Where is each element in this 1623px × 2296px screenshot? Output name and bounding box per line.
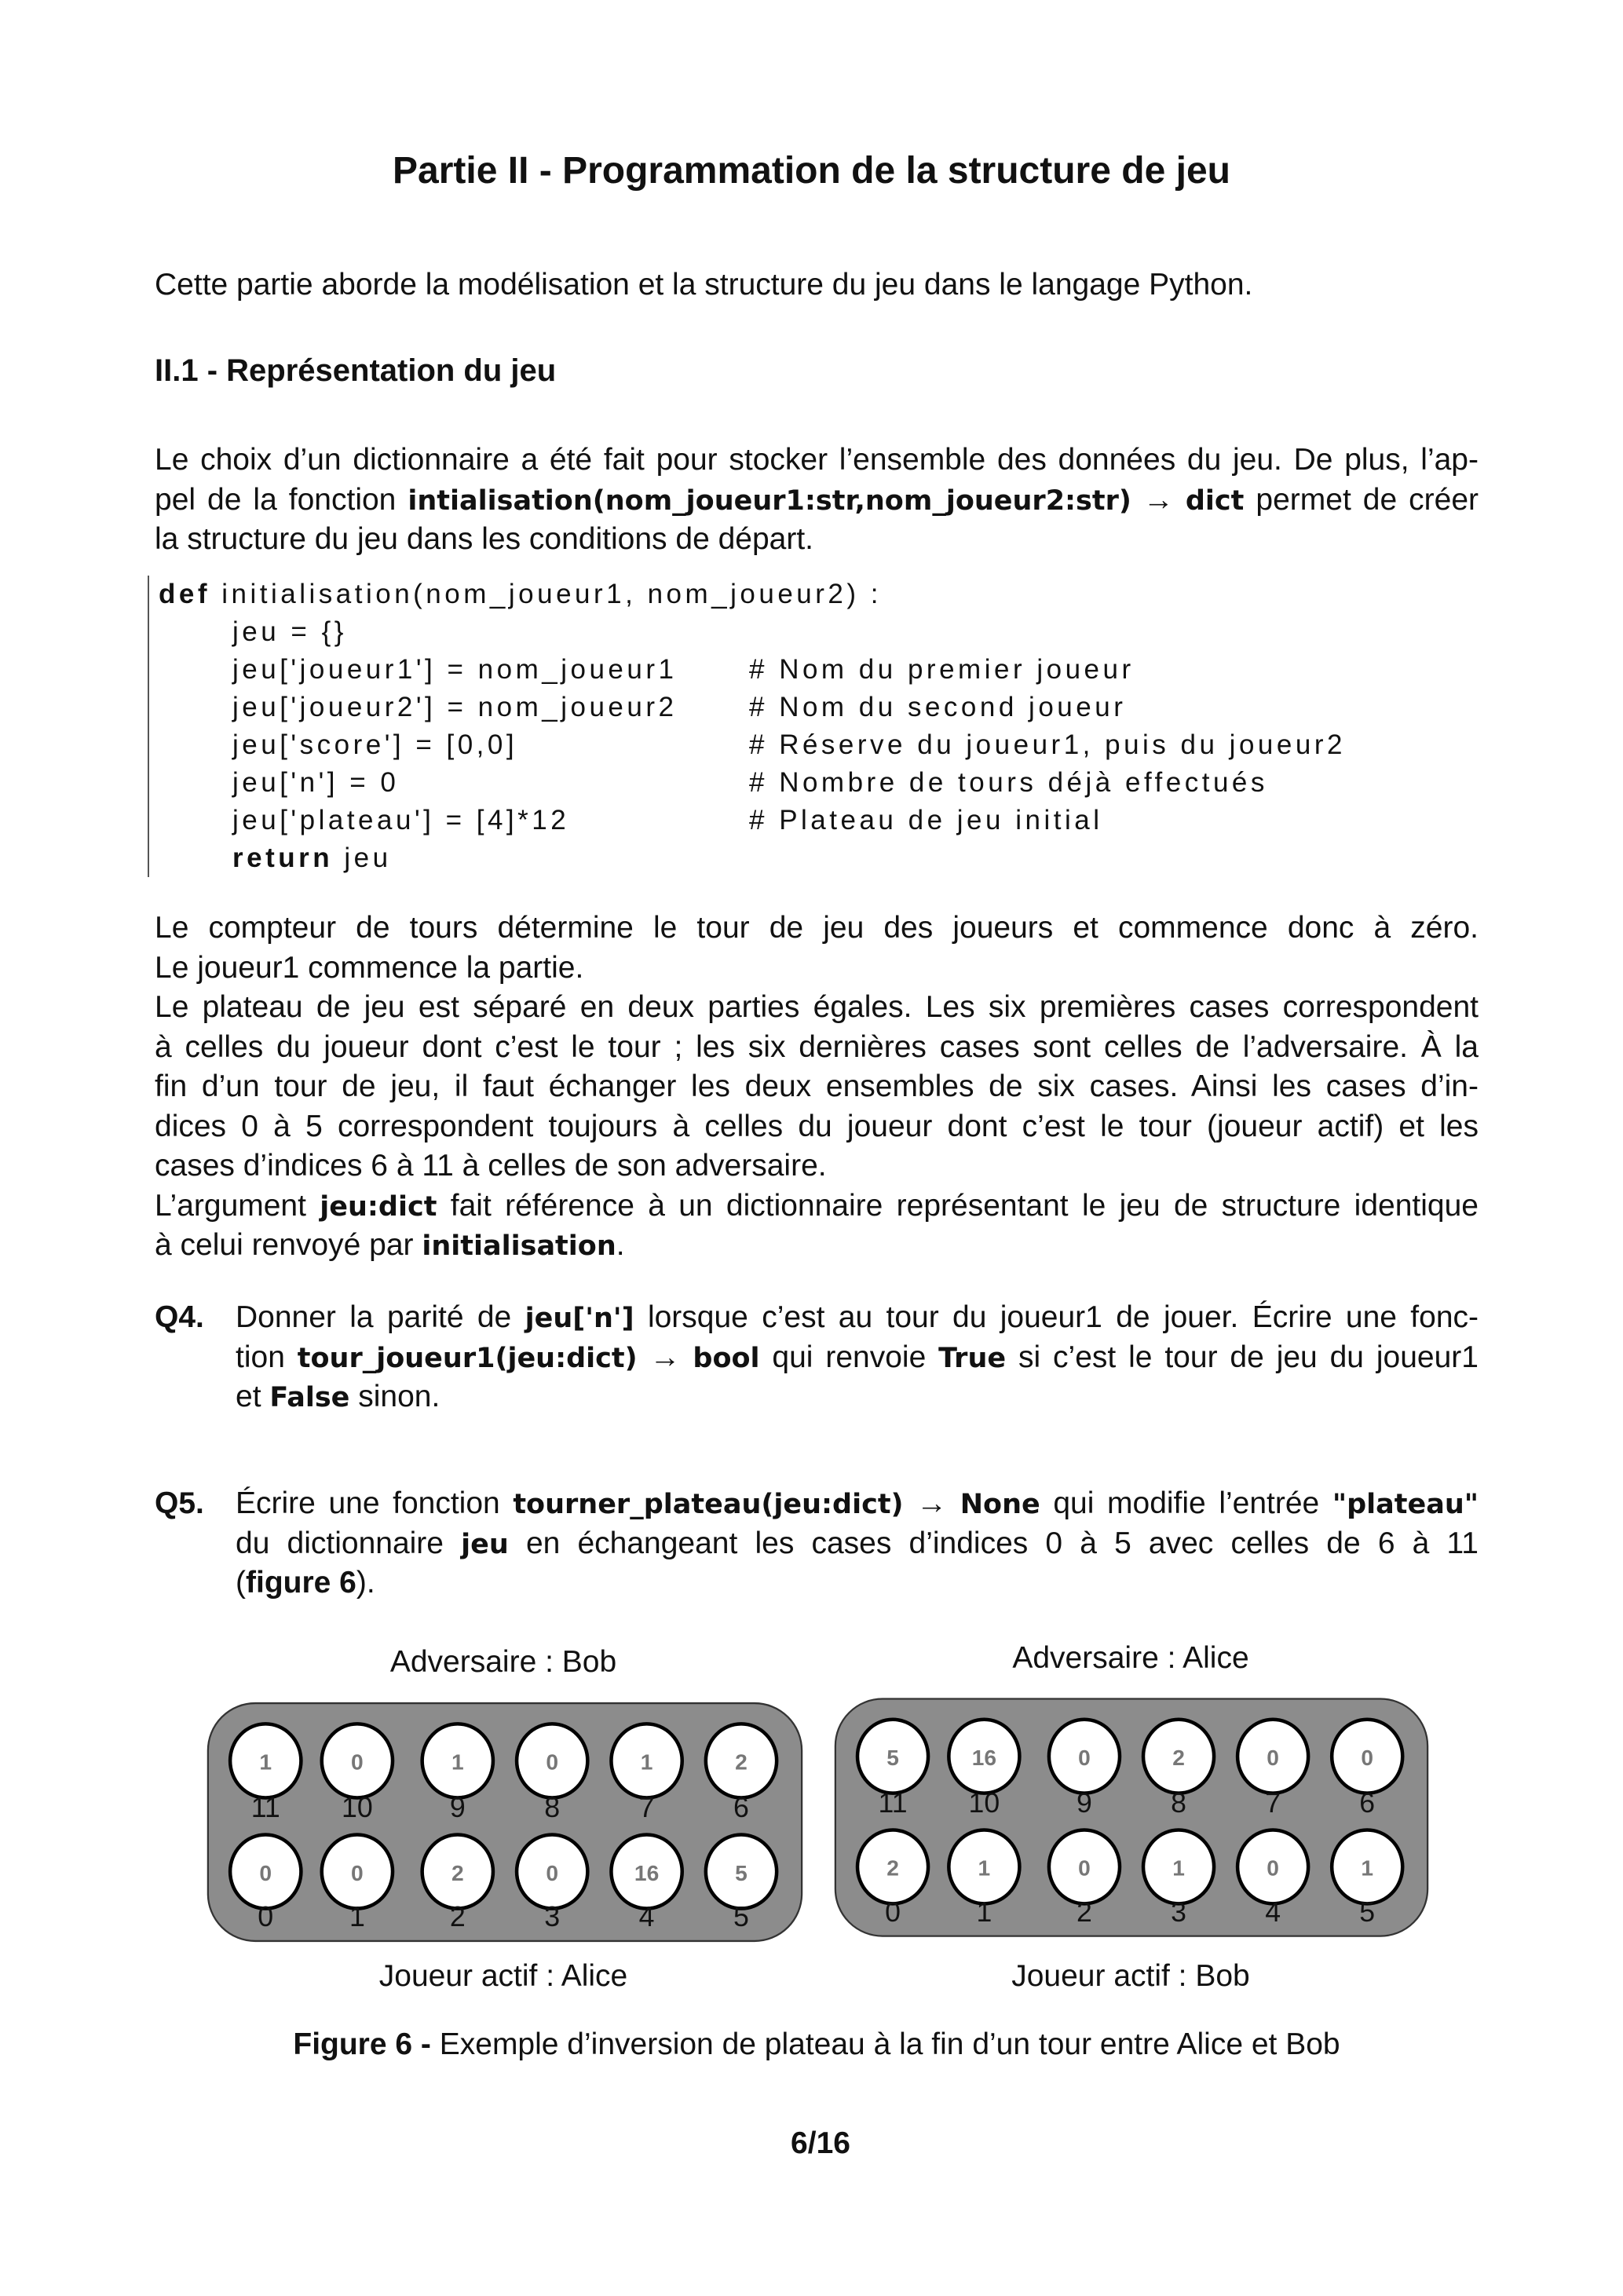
pit-seed-count: 1 bbox=[640, 1749, 653, 1775]
text-line bbox=[236, 1563, 1479, 1603]
pit-index: 8 bbox=[544, 1791, 561, 1823]
inline-code: None bbox=[960, 1489, 1040, 1520]
text-line bbox=[155, 949, 1479, 989]
text-line bbox=[236, 1298, 1479, 1338]
pit-index: 6 bbox=[733, 1791, 749, 1823]
text-segment: → bbox=[637, 1340, 693, 1374]
text-segment: la structure du jeu dans les conditions de départ. bbox=[155, 522, 814, 556]
inline-code: "plateau" bbox=[1332, 1489, 1479, 1520]
board1-top-label: Adversaire : Bob bbox=[389, 1645, 617, 1679]
pit-index: 2 bbox=[449, 1901, 466, 1933]
pit-index: 0 bbox=[885, 1896, 901, 1928]
code-comment: # Nom du second joueur bbox=[749, 692, 1127, 722]
pit-seed-count: 0 bbox=[1267, 1745, 1279, 1770]
pit-seed-count: 0 bbox=[546, 1859, 559, 1885]
text-line bbox=[155, 1186, 1479, 1227]
text-line bbox=[155, 1146, 1479, 1186]
code-keyword: def bbox=[159, 579, 210, 609]
text-line bbox=[155, 441, 1479, 481]
text-segment: à celui renvoyé par bbox=[155, 1228, 422, 1262]
text-segment: → bbox=[903, 1486, 960, 1520]
text-segment: et bbox=[236, 1380, 270, 1413]
text-line bbox=[155, 520, 1479, 560]
pit-seed-count: 0 bbox=[1267, 1855, 1279, 1881]
text-line bbox=[155, 988, 1479, 1028]
text-segment: sinon. bbox=[349, 1380, 440, 1413]
board2-bottom-label: Joueur actif : Bob bbox=[1011, 1959, 1250, 1993]
text-line bbox=[155, 1226, 1479, 1266]
code-keyword: return bbox=[232, 843, 334, 873]
text-segment: Le joueur1 commence la partie. bbox=[155, 950, 584, 985]
caption-label: Figure 6 - bbox=[293, 2027, 431, 2061]
pit-seed-count: 16 bbox=[634, 1859, 660, 1885]
text-segment: → bbox=[1131, 482, 1186, 517]
pit-index: 3 bbox=[544, 1901, 561, 1933]
text-segment: Le choix d’un dictionnaire a été fait pour stocker l’ensemble des données du jeu. De plus, l’ap- bbox=[155, 443, 1479, 477]
text-segment: L’argument bbox=[155, 1188, 320, 1223]
pit-seed-count: 1 bbox=[259, 1749, 272, 1775]
text-line bbox=[236, 1338, 1479, 1378]
inline-code: tour_joueur1(jeu:dict) bbox=[297, 1342, 638, 1374]
inline-code: jeu['n'] bbox=[525, 1303, 634, 1334]
text-segment: Le plateau de jeu est séparé en deux parties égales. Les six premières cases correspondent bbox=[155, 990, 1479, 1024]
inline-code: dict bbox=[1185, 484, 1245, 517]
board-alice-active bbox=[207, 1702, 803, 1943]
pit-seed-count: 2 bbox=[735, 1749, 748, 1775]
text-segment: en échangeant les cases d’indices 0 à 5 avec celles de 6 à 11 bbox=[508, 1526, 1479, 1560]
board-bob-active bbox=[834, 1697, 1429, 1940]
q4-label: Q4. bbox=[155, 1300, 204, 1334]
pit-seed-count: 1 bbox=[451, 1749, 464, 1775]
section-heading: II.1 - Représentation du jeu bbox=[155, 353, 557, 388]
pit-seed-count: 0 bbox=[351, 1749, 364, 1775]
text-segment: . bbox=[616, 1228, 625, 1262]
page-number: 6/16 bbox=[791, 2126, 850, 2160]
code-line bbox=[159, 764, 1268, 802]
text-line bbox=[236, 1524, 1479, 1564]
code-line bbox=[159, 613, 882, 651]
pit-seed-count: 0 bbox=[546, 1749, 559, 1775]
code-line bbox=[159, 802, 1103, 839]
text-segment: dices 0 à 5 correspondent toujours à celles du joueur dont c’est le tour (joueur actif) et les bbox=[155, 1109, 1479, 1143]
pit-seed-count: 0 bbox=[1078, 1855, 1091, 1881]
text-segment: fin d’un tour de jeu, il faut échanger les deux ensembles de six cases. Ainsi les cases d’in- bbox=[155, 1069, 1479, 1103]
text-segment: si c’est le tour de jeu du joueur1 bbox=[1006, 1340, 1479, 1374]
pit-seed-count: 5 bbox=[886, 1745, 899, 1770]
inline-code: jeu:dict bbox=[320, 1190, 437, 1223]
caption-text: Exemple d’inversion de plateau à la fin d’un tour entre Alice et Bob bbox=[430, 2027, 1340, 2061]
pit-index: 3 bbox=[1171, 1896, 1186, 1928]
pit-index: 10 bbox=[342, 1791, 373, 1823]
pit-index: 11 bbox=[250, 1791, 280, 1823]
code-comment: # Plateau de jeu initial bbox=[749, 805, 1103, 835]
text-line bbox=[155, 909, 1479, 949]
pit-seed-count: 2 bbox=[1172, 1745, 1185, 1770]
code-text: jeu['joueur2'] = nom_joueur2 bbox=[232, 692, 678, 722]
text-segment: cases d’indices 6 à 11 à celles de son adversaire. bbox=[155, 1149, 827, 1183]
text-line bbox=[155, 1067, 1479, 1107]
code-text: jeu bbox=[333, 843, 392, 873]
pit-seed-count: 2 bbox=[451, 1859, 464, 1885]
text-segment: pel de la fonction bbox=[155, 482, 408, 517]
code-comment: # Nom du premier joueur bbox=[749, 654, 1135, 685]
text-segment: lorsque c’est au tour du joueur1 de jouer. Écrire une fonc- bbox=[634, 1300, 1479, 1334]
question-q4 bbox=[236, 1298, 1479, 1417]
text-segment: permet de créer bbox=[1244, 482, 1479, 517]
inline-code: False bbox=[269, 1382, 350, 1413]
code-line bbox=[159, 576, 882, 613]
code-text: jeu['joueur1'] = nom_joueur1 bbox=[232, 654, 678, 685]
text-line bbox=[155, 481, 1479, 521]
text-segment: ( bbox=[236, 1566, 246, 1600]
text-segment: qui renvoie bbox=[759, 1340, 939, 1374]
board1-bottom-label: Joueur actif : Alice bbox=[378, 1959, 628, 1993]
code-block bbox=[148, 576, 1346, 877]
text-segment: Écrire une fonction bbox=[236, 1486, 514, 1520]
pit-seed-count: 0 bbox=[1078, 1745, 1091, 1770]
code-text: initialisation(nom_joueur1, nom_joueur2) : bbox=[210, 579, 882, 609]
pit-index: 9 bbox=[449, 1791, 466, 1823]
pit-seed-count: 0 bbox=[259, 1859, 272, 1885]
pit-seed-count: 0 bbox=[1361, 1745, 1374, 1770]
text-segment: du dictionnaire bbox=[236, 1526, 462, 1560]
question-q4-label bbox=[155, 1298, 204, 1338]
text-line bbox=[155, 1107, 1479, 1147]
code-line bbox=[159, 726, 1346, 764]
pit-index: 7 bbox=[1265, 1786, 1281, 1819]
inline-code: True bbox=[938, 1342, 1007, 1374]
pit-index: 8 bbox=[1171, 1786, 1186, 1819]
intro-text: Cette partie aborde la modélisation et la structure du jeu dans le langage Python. bbox=[155, 268, 1253, 302]
code-text: jeu['plateau'] = [4]*12 bbox=[232, 805, 570, 835]
paragraph-intro bbox=[155, 441, 1479, 560]
pit-index: 2 bbox=[1077, 1896, 1092, 1928]
pit-index: 6 bbox=[1359, 1786, 1376, 1819]
inline-code: initialisation bbox=[422, 1230, 616, 1262]
text-segment: tion bbox=[236, 1340, 298, 1374]
inline-code: bool bbox=[693, 1342, 760, 1374]
pit-index: 7 bbox=[638, 1791, 655, 1823]
pit-seed-count: 1 bbox=[1172, 1855, 1185, 1881]
pit-seed-count: 2 bbox=[886, 1855, 899, 1881]
pit-seed-count: 5 bbox=[735, 1859, 748, 1885]
text-segment: qui modifie l’entrée bbox=[1040, 1486, 1332, 1520]
code-comment: # Nombre de tours déjà effectués bbox=[749, 767, 1268, 798]
text-line bbox=[155, 1028, 1479, 1068]
code-line bbox=[159, 839, 882, 877]
pit-seed-count: 16 bbox=[971, 1745, 997, 1770]
code-comment: # Réserve du joueur1, puis du joueur2 bbox=[749, 729, 1346, 760]
pit-index: 11 bbox=[878, 1786, 908, 1819]
pit-index: 5 bbox=[1359, 1896, 1376, 1928]
text-segment: ). bbox=[356, 1566, 375, 1600]
pit-seed-count: 0 bbox=[351, 1859, 364, 1885]
pit-index: 5 bbox=[733, 1901, 749, 1933]
question-q5-label bbox=[155, 1484, 204, 1524]
pit-index: 10 bbox=[968, 1786, 1000, 1819]
page-title: Partie II - Programmation de la structure de jeu bbox=[393, 150, 1230, 192]
paragraph-rules bbox=[155, 909, 1479, 1266]
pit-index: 1 bbox=[976, 1896, 992, 1928]
text-line bbox=[236, 1377, 1479, 1417]
pit-seed-count: 1 bbox=[978, 1855, 991, 1881]
inline-code: intialisation(nom_joueur1:str,nom_joueur2:str) bbox=[408, 484, 1131, 517]
q5-label: Q5. bbox=[155, 1486, 204, 1520]
board2-top-label: Adversaire : Alice bbox=[1012, 1641, 1249, 1675]
inline-code: jeu bbox=[461, 1528, 509, 1560]
code-text: jeu = {} bbox=[232, 616, 347, 647]
text-line bbox=[236, 1484, 1479, 1524]
figure-caption bbox=[0, 2025, 1623, 2065]
question-q5 bbox=[236, 1484, 1479, 1603]
pit-seed-count: 1 bbox=[1361, 1855, 1374, 1881]
code-line bbox=[159, 689, 1127, 726]
text-segment: figure 6 bbox=[246, 1566, 356, 1600]
text-segment: à celles du joueur dont c’est le tour ; les six dernières cases sont celles de l’adversaire. À la bbox=[155, 1029, 1479, 1064]
inline-code: tourner_plateau(jeu:dict) bbox=[513, 1489, 904, 1520]
text-segment: Donner la parité de bbox=[236, 1300, 525, 1334]
pit-index: 4 bbox=[638, 1901, 655, 1933]
text-segment: fait référence à un dictionnaire représentant le jeu de structure identique bbox=[437, 1188, 1479, 1223]
pit-index: 0 bbox=[258, 1901, 274, 1933]
pit-index: 9 bbox=[1077, 1786, 1092, 1819]
code-text: jeu['n'] = 0 bbox=[232, 767, 400, 798]
code-text: jeu['score'] = [0,0] bbox=[232, 729, 518, 760]
pit-index: 4 bbox=[1265, 1896, 1281, 1928]
code-line bbox=[159, 651, 1135, 689]
pit-index: 1 bbox=[349, 1901, 365, 1933]
text-segment: Le compteur de tours détermine le tour de jeu des joueurs et commence donc à zéro. bbox=[155, 911, 1479, 945]
